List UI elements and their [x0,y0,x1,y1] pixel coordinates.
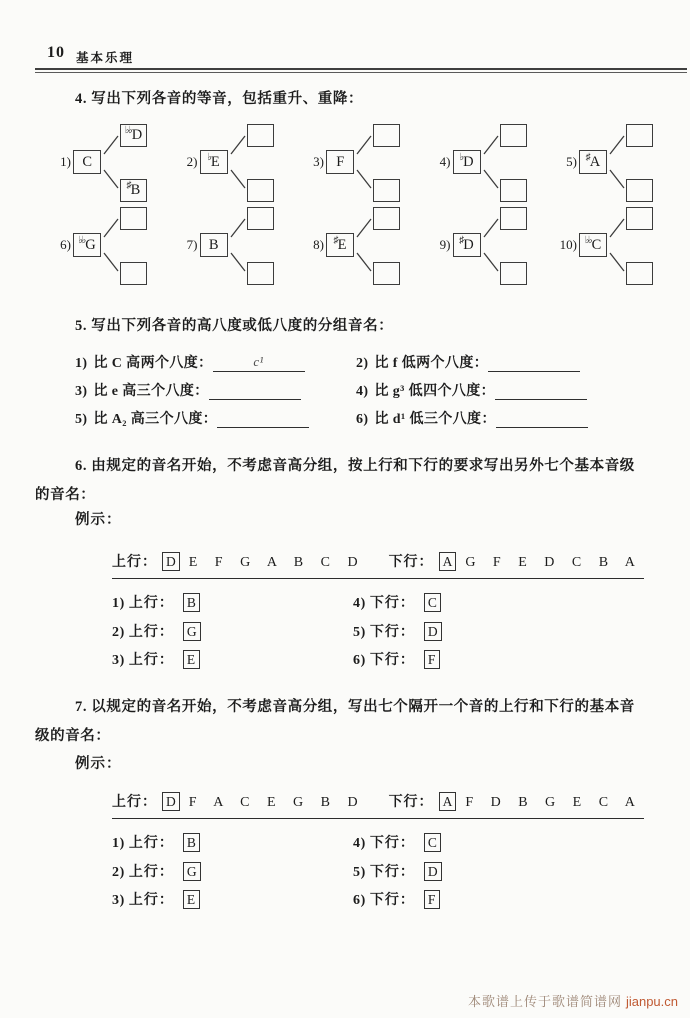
running-head-title: 基本乐理 [76,51,135,65]
given-note-box [73,233,101,257]
answer-box-bottom [626,179,653,202]
item-number: 2) [112,624,125,640]
answer-box-bottom [247,179,274,202]
ascending-label: 上行： [112,555,157,570]
answer-box-bottom [626,262,653,285]
given-note-box [326,150,354,174]
exercise4-title: 4. 写出下列各音的等音，包括重升、重降： [75,91,364,107]
note-sequence: F A C E G B D [188,795,359,810]
answer-box-bottom [120,262,147,285]
connector-lines [559,205,685,288]
item-number: 6) [353,893,366,908]
enharmonic-item-3 [306,122,433,205]
sequence-item [112,832,353,852]
descending-label: 下行： [388,555,434,570]
item-number: 2) [186,154,198,169]
octave-item-5 [75,408,356,428]
given-note-box [73,150,101,174]
given-note-box [579,150,607,174]
boxed-start-note: A [439,792,457,811]
direction-label: 下行： [369,653,415,668]
answer-blank [209,382,301,400]
direction-label: 上行： [128,836,174,851]
accidental: ♭♭ [124,125,132,136]
item-number: 4) [353,836,366,851]
sequence-item [112,649,353,669]
answer-box-top [373,207,400,230]
connector-lines [559,122,685,205]
connector-lines [433,122,559,205]
sequence-item [353,861,594,881]
octave-item-1 [75,352,356,372]
note-letter: C [591,236,602,253]
site-watermark [468,991,678,1010]
item-number: 7) [186,237,198,252]
boxed-start-note: B [183,593,201,612]
boxed-start-note: D [162,552,180,571]
watermark-site: jianpu.cn [625,994,678,1009]
sequence-item [353,889,594,909]
enharmonic-item-9 [433,205,560,288]
direction-label: 下行： [369,893,415,908]
item-number: 1) [112,596,125,611]
note-letter: B [208,236,219,253]
answer-box-top [373,124,400,147]
descending-label: 下行： [388,795,434,810]
item-text: 比 C 高两个八度： [93,356,213,371]
item-number: 1) [75,356,88,371]
accidental: ♯ [333,234,338,246]
answer-box-top [120,124,147,147]
item-number: 3) [112,653,125,668]
octave-item-4 [356,380,637,400]
item-number: 2) [356,356,369,371]
given-note-box [200,233,228,257]
diagram-row-2 [53,205,687,288]
boxed-start-note: D [424,862,442,881]
exercise7-title: 7. 以规定的音名开始，不考虑音高分组，写出七个隔开一个音的上行和下行的基本音级的音名： [35,699,635,744]
sequence-item [112,592,353,612]
answer-box-top [247,124,274,147]
watermark-text: 本歌谱上传于歌谱简谱网 [467,994,622,1009]
answer-box-bottom [247,262,274,285]
direction-label: 下行： [369,624,415,640]
item-number: 6) [356,412,369,427]
item-number: 5) [566,154,577,169]
written-answer: c¹ [253,354,264,369]
answer-box-bottom [120,179,147,202]
ascending-label: 上行： [112,795,157,810]
octave-item-3 [75,380,356,400]
note-sequence: F D B G E C A [465,795,636,810]
connector-lines [180,205,306,288]
direction-label: 下行： [369,864,415,880]
direction-label: 上行： [128,893,174,908]
note-letter: E [210,153,220,170]
exercise7-items [112,832,594,909]
item-text: 比 A₂ 高三个八度： [93,412,218,427]
exercise6-example-label: 例示： [75,512,122,528]
note-letter: G [85,236,96,253]
given-note-box [326,233,354,257]
enharmonic-diagram [53,122,687,288]
diagram-row-1 [53,122,687,205]
item-number: 6) [353,653,366,668]
item-number: 3) [75,384,88,399]
note-letter: A [589,153,601,170]
given-note-box [453,150,481,174]
enharmonic-item-1 [53,122,180,205]
connector-lines [53,122,179,205]
item-number: 10) [559,237,577,252]
exercise6-title: 6. 由规定的音名开始，不考虑音高分组，按上行和下行的要求写出另外七个基本音级的音名： [35,458,635,503]
item-number: 4) [439,154,451,169]
item-number: 4) [353,596,366,611]
connector-lines [433,205,559,288]
boxed-start-note: F [424,650,440,669]
answer-box-top [247,207,274,230]
exercise5-items [75,352,637,428]
enharmonic-item-5 [559,122,686,205]
given-note-box [200,150,228,174]
item-number: 6) [60,237,71,252]
sequence-item [353,592,594,612]
boxed-start-note: D [424,622,442,641]
answer-box-bottom [373,179,400,202]
direction-label: 下行： [369,596,415,611]
boxed-start-note: A [439,552,457,571]
accidental: ♯ [126,180,131,191]
answer-box-top [120,207,147,230]
answer-box-top [500,207,527,230]
note-letter: B [130,182,141,199]
exercise6-example-line [112,551,644,579]
item-number: 2) [112,864,125,880]
boxed-start-note: D [162,792,180,811]
item-number: 1) [60,154,71,169]
boxed-start-note: E [183,890,200,909]
direction-label: 下行： [369,836,415,851]
sequence-item [353,649,594,669]
accidental: ♭♭ [584,234,592,246]
note-sequence: E F G A B C D [188,555,359,570]
item-number: 3) [112,893,125,908]
item-number: 5) [353,624,366,640]
item-number: 1) [112,836,125,851]
exercise5-title: 5. 写出下列各音的高八度或低八度的分组音名： [75,318,394,334]
boxed-start-note: B [183,833,201,852]
direction-label: 上行： [128,864,174,880]
connector-lines [53,205,179,288]
connector-lines [180,122,306,205]
item-text: 比 f 低两个八度： [374,356,489,371]
sequence-item [353,621,594,641]
note-letter: D [463,236,474,253]
answer-blank [217,410,309,428]
exercise6-items [112,592,594,669]
answer-box-bottom [500,179,527,202]
enharmonic-item-7 [180,205,307,288]
note-letter: C [82,153,93,170]
accidental: ♭♭ [78,234,85,246]
note-letter: E [337,236,347,253]
enharmonic-item-4 [433,122,560,205]
sequence-item [112,621,353,641]
exercise7-example-line [112,791,644,819]
exercise7-example-label: 例示： [75,756,122,772]
answer-blank [213,354,305,372]
enharmonic-item-10 [559,205,686,288]
item-number: 9) [439,237,451,252]
octave-item-6 [356,408,637,428]
direction-label: 上行： [128,624,174,640]
answer-box-top [626,124,653,147]
answer-blank [495,382,587,400]
answer-blank [488,354,580,372]
page-number: 10 [47,44,65,61]
boxed-start-note: E [183,650,200,669]
sequence-item [112,861,353,881]
item-text: 比 e 高三个八度： [93,384,209,399]
item-number: 3) [313,154,324,169]
boxed-start-note: F [424,890,440,909]
item-number: 5) [75,412,88,427]
sequence-item [353,832,594,852]
note-letter: D [131,127,143,144]
enharmonic-item-2 [180,122,307,205]
given-note-box [453,233,481,257]
note-letter: F [336,153,345,170]
item-text: 比 d¹ 低三个八度： [374,412,496,427]
item-number: 4) [356,384,369,399]
accidental: ♭ [459,151,463,163]
boxed-start-note: G [183,862,201,881]
answer-blank [496,410,588,428]
sequence-item [112,889,353,909]
item-text: 比 g³ 低四个八度： [374,384,496,399]
boxed-start-note: C [424,593,442,612]
note-sequence: G F E D C B A [465,555,636,570]
enharmonic-item-8 [306,205,433,288]
header-rule [35,68,687,73]
connector-lines [306,122,432,205]
direction-label: 上行： [128,596,174,611]
answer-box-top [626,207,653,230]
enharmonic-item-6 [53,205,180,288]
connector-lines [306,205,432,288]
answer-box-top [500,124,527,147]
given-note-box [579,233,607,257]
accidental: ♯ [459,234,463,246]
accidental: ♯ [585,151,590,163]
item-number: 8) [313,237,324,252]
boxed-start-note: G [183,622,201,641]
direction-label: 上行： [128,653,174,668]
answer-box-bottom [500,262,527,285]
answer-box-bottom [373,262,400,285]
accidental: ♭ [207,151,211,163]
note-letter: D [463,153,474,170]
boxed-start-note: C [424,833,442,852]
octave-item-2 [356,352,637,372]
item-number: 5) [353,864,366,880]
